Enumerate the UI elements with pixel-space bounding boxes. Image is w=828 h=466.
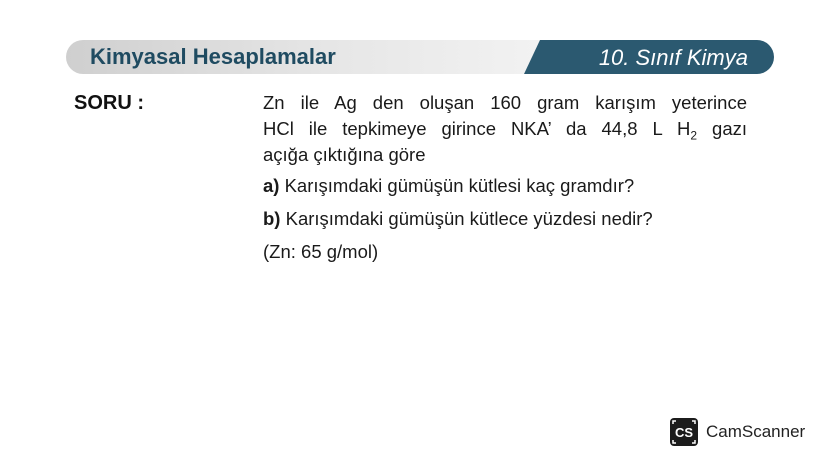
- question-body: [263, 90, 747, 265]
- h2-subscript: 2: [690, 128, 698, 143]
- part-a-label: a): [263, 175, 280, 196]
- part-b-text: Karışımdaki gümüşün kütlece yüzdesi nedir?: [280, 208, 653, 229]
- question-part-b: [263, 206, 747, 232]
- question-part-a: [263, 173, 747, 199]
- stem-line-2-tail: gazı: [697, 118, 747, 139]
- question-stem-line-1: Zn ile Ag den oluşan 160 gram karışım yeterince: [263, 92, 747, 113]
- question-stem-line-2: [263, 116, 747, 142]
- question-label: SORU :: [74, 92, 144, 114]
- question-stem-line-3: açığa çıktığına göre: [263, 144, 426, 165]
- camscanner-text: CamScanner: [706, 422, 806, 441]
- camscanner-logo-icon: [670, 418, 698, 446]
- section-title: Kimyasal Hesaplamalar: [90, 44, 336, 69]
- molar-mass-note: (Zn: 65 g/mol): [263, 241, 379, 262]
- header-banner: [66, 40, 774, 74]
- svg-text:CS: CS: [674, 425, 694, 440]
- stem-line-2-text: HCl ile tepkimeye girince NKA’ da 44,8 L H: [263, 118, 691, 139]
- camscanner-watermark: [670, 418, 805, 446]
- part-b-label: b): [263, 208, 281, 229]
- course-title: 10. Sınıf Kimya: [598, 45, 748, 70]
- part-a-text: Karışımdaki gümüşün kütlesi kaç gramdır?: [279, 175, 635, 196]
- question-stem: [263, 90, 747, 168]
